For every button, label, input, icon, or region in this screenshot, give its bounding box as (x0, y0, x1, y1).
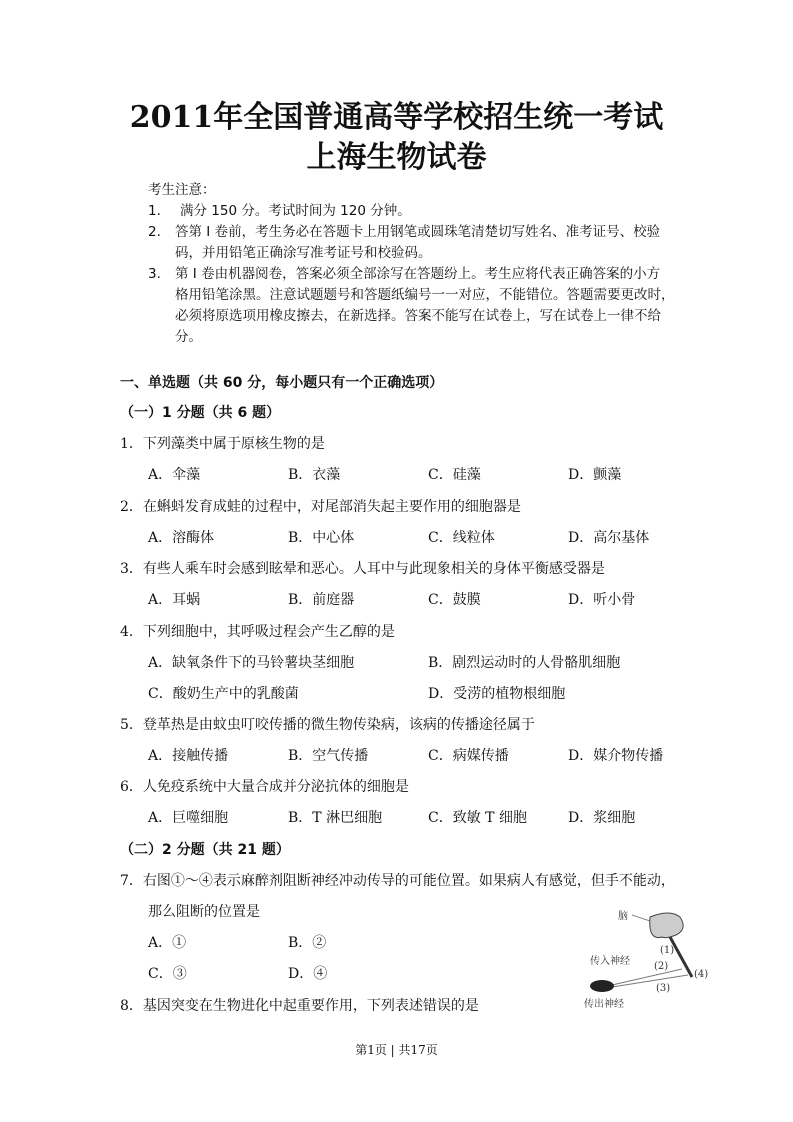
question-stem: 那么阻断的位置是 (148, 904, 260, 920)
notice-text: 必须将原选项用橡皮擦去，在新选择。答案不能写在试卷上，写在试卷上一律不给 (175, 308, 661, 324)
notice-text: 满分 150 分。考试时间为 120 分钟。 (180, 203, 411, 219)
option: C．致敏 T 细胞 (428, 810, 527, 826)
question-stem: 7．右图①～④表示麻醉剂阻断神经冲动传导的可能位置。如果病人有感觉，但手不能动， (120, 873, 675, 889)
question-stem: 1．下列藻类中属于原核生物的是 (120, 436, 325, 452)
option: D．听小骨 (568, 592, 636, 608)
option: D．颤藻 (568, 467, 622, 483)
page-footer: 第1页 | 共17页 (355, 1043, 438, 1057)
option: A．① (148, 935, 187, 951)
question-stem: 2．在蝌蚪发育成蛙的过程中，对尾部消失起主要作用的细胞器是 (120, 499, 521, 515)
notice-text: 分。 (175, 329, 202, 345)
option: B．空气传播 (288, 748, 369, 764)
question-stem: 3．有些人乘车时会感到眩晕和恶心。人耳中与此现象相关的身体平衡感受器是 (120, 561, 605, 577)
option: D．浆细胞 (568, 810, 636, 826)
part-heading: （二）2 分题（共 21 题） (120, 842, 290, 858)
notice-heading: 考生注意： (148, 182, 216, 198)
option: D．媒介物传播 (568, 748, 664, 764)
option: C．鼓膜 (428, 592, 481, 608)
option: D．高尔基体 (568, 530, 650, 546)
option: B．衣藻 (288, 467, 341, 483)
option: B．中心体 (288, 530, 355, 546)
title-line-2: 上海生物试卷 (306, 140, 487, 175)
option: B．T 淋巴细胞 (288, 810, 383, 826)
notice-number: 3. (148, 266, 161, 282)
option: C．酸奶生产中的乳酸菌 (148, 686, 299, 702)
question-stem: 5．登革热是由蚊虫叮咬传播的微生物传染病，该病的传播途径属于 (120, 717, 535, 733)
svg-text:(3): (3) (656, 983, 671, 994)
option: C．③ (148, 966, 187, 982)
title-line-1: 2011年全国普通高等学校招生统一考试 (129, 100, 664, 135)
notice-number: 2. (148, 224, 161, 240)
option: B．剧烈运动时的人骨骼肌细胞 (428, 655, 621, 671)
nerve-diagram (572, 897, 722, 1022)
option: A．缺氧条件下的马铃薯块茎细胞 (148, 655, 355, 671)
question-stem: 8．基因突变在生物进化中起重要作用，下列表述错误的是 (120, 998, 479, 1014)
part-heading: （一）1 分题（共 6 题） (120, 405, 281, 421)
notice-text: 第 I 卷由机器阅卷，答案必须全部涂写在答题纷上。考生应将代表正确答案的小方 (175, 266, 661, 282)
option: B．② (288, 935, 327, 951)
option: A．伞藻 (148, 467, 201, 483)
option: D．④ (288, 966, 328, 982)
svg-text:(2): (2) (654, 961, 669, 972)
label-efferent: 传出神经 (584, 999, 624, 1010)
option: C．线粒体 (428, 530, 495, 546)
option: A．耳蜗 (148, 592, 201, 608)
notice-text: 码，并用铅笔正确涂写准考证号和校验码。 (175, 245, 432, 261)
svg-text:(1): (1) (660, 945, 675, 956)
option: D．受涝的植物根细胞 (428, 686, 566, 702)
option: C．硅藻 (428, 467, 481, 483)
section-heading: 一、单选题（共 60 分，每小题只有一个正确选项） (120, 375, 444, 391)
option: A．巨噬细胞 (148, 810, 229, 826)
notice-number: 1. (148, 203, 161, 219)
option: A．接触传播 (148, 748, 229, 764)
question-stem: 4．下列细胞中，其呼吸过程会产生乙醇的是 (120, 624, 395, 640)
notice-text: 格用铅笔涂黑。注意试题题号和答题纸编号一一对应，不能错位。答题需要更改时， (175, 287, 675, 303)
svg-text:(4): (4) (694, 969, 709, 980)
question-stem: 6．人免疫系统中大量合成并分泌抗体的细胞是 (120, 779, 409, 795)
option: A．溶酶体 (148, 530, 215, 546)
option: C．病媒传播 (428, 748, 509, 764)
notice-text: 答第 I 卷前，考生务必在答题卡上用钢笔或圆珠笔清楚切写姓名、准考证号、校验 (175, 224, 661, 240)
label-brain: 脑 (618, 911, 628, 922)
option: B．前庭器 (288, 592, 355, 608)
label-afferent: 传入神经 (590, 956, 630, 967)
